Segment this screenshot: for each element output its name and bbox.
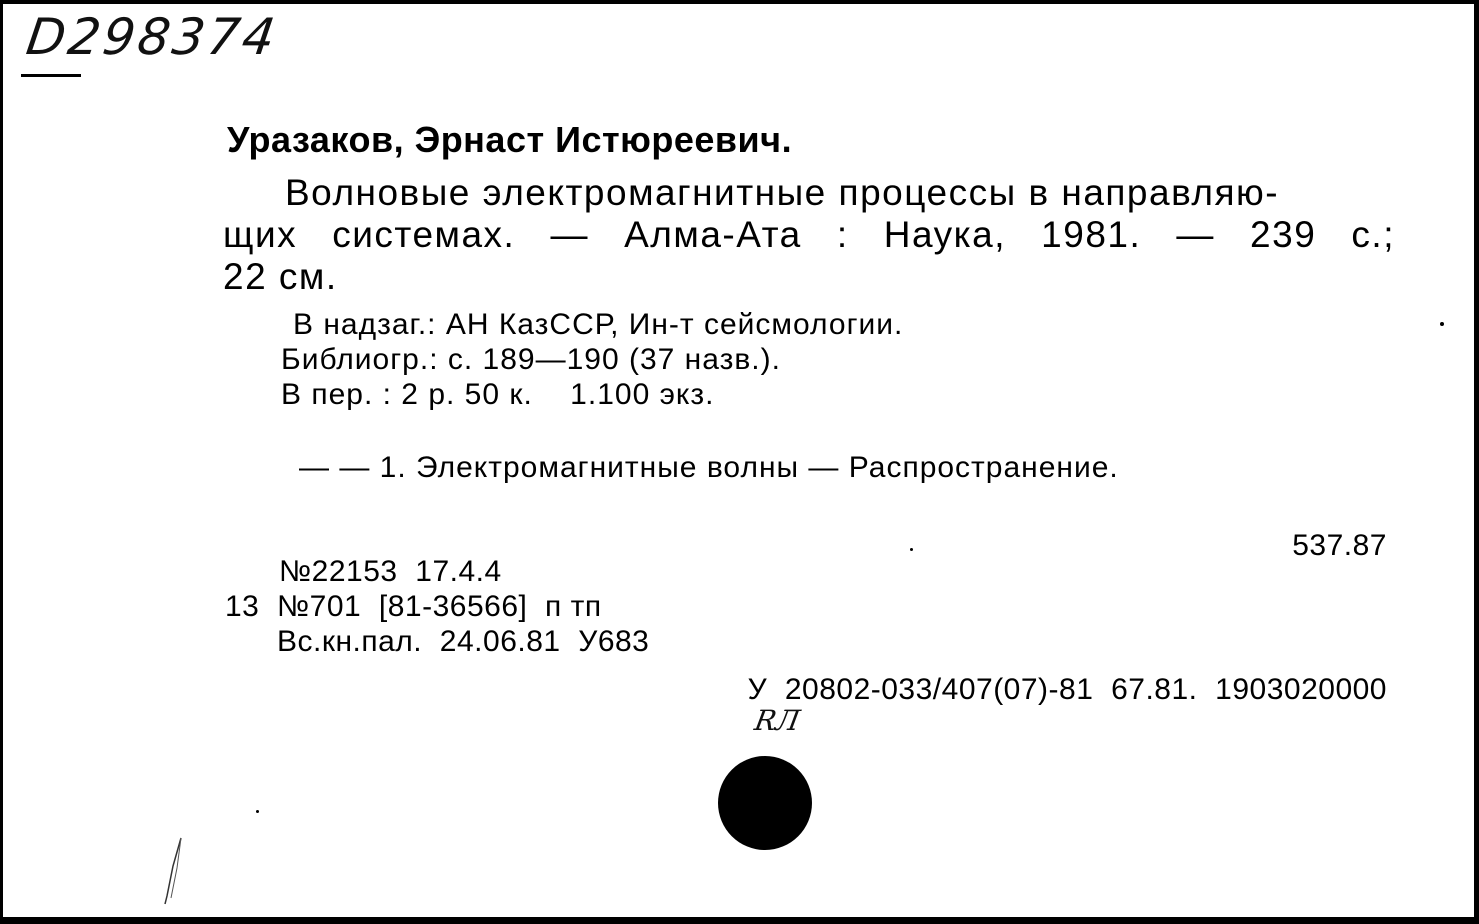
title-word: — xyxy=(550,214,589,255)
notes-block xyxy=(281,307,903,412)
title-word: с.; xyxy=(1351,214,1395,255)
speck xyxy=(1440,322,1444,326)
title-word: 239 xyxy=(1250,214,1317,255)
title-line-2 xyxy=(223,214,1395,256)
author-heading: Уразаков, Эрнаст Истюреевич. xyxy=(227,119,793,160)
tech-code: №701 [81-36566] п тп xyxy=(277,590,602,623)
title-line-1: Волновые электромагнитные процессы в направляю- xyxy=(285,172,1280,213)
tech-code: №22153 17.4.4 xyxy=(279,555,502,588)
punch-hole xyxy=(718,756,812,850)
technical-data xyxy=(225,554,649,659)
pencil-mark xyxy=(153,836,193,906)
note-line: В пер. : 2 р. 50 к. 1.100 экз. xyxy=(281,378,715,411)
handwritten-initials: RЛ xyxy=(752,704,803,737)
tech-code: Вс.кн.пал. 24.06.81 У683 xyxy=(277,625,650,658)
tech-row xyxy=(225,554,649,589)
title-word: Алма-Ата xyxy=(624,214,802,255)
udc-number: 537.87 xyxy=(1292,529,1387,562)
speck xyxy=(256,810,259,813)
speck xyxy=(910,548,913,551)
title-word: 1981. xyxy=(1041,214,1142,255)
title-word: — xyxy=(1176,214,1215,255)
title-word: : xyxy=(836,214,849,255)
note-line: Библиогр.: с. 189—190 (37 назв.). xyxy=(281,343,781,376)
title-description xyxy=(223,172,1395,298)
tech-row xyxy=(225,589,649,624)
underline-mark xyxy=(21,74,81,77)
title-word: системах. xyxy=(332,214,516,255)
note-line: В надзаг.: АН КазССР, Ин-т сейсмологии. xyxy=(293,308,904,341)
tech-row xyxy=(225,624,649,659)
classification-index: У 20802-033/407(07)-81 67.81. 1903020000 xyxy=(747,673,1387,706)
tech-row-number: 13 xyxy=(225,590,260,623)
handwritten-accession-number: D298374 xyxy=(22,8,282,66)
subject-heading: — — 1. Электромагнитные волны — Распространение. xyxy=(299,451,1119,484)
title-line-3: 22 см. xyxy=(223,256,338,297)
title-word: щих xyxy=(223,214,298,255)
title-word: Наука, xyxy=(883,214,1007,255)
